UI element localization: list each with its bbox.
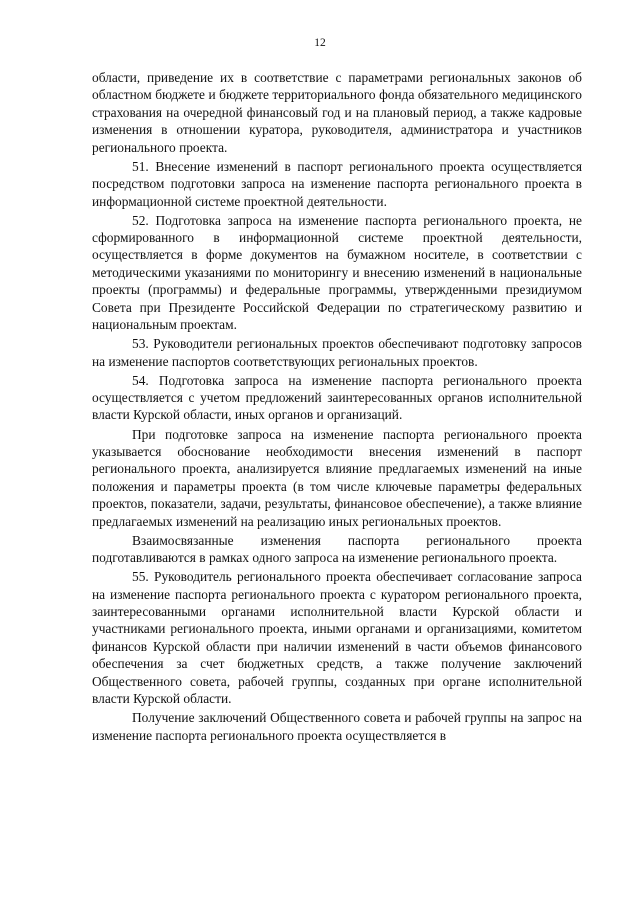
- paragraph-51: 51. Внесение изменений в паспорт регионального проекта осуществляется посредством подготовки запроса на изменение паспорта регионального проекта в информационной системе проектной деятельности.: [92, 158, 582, 209]
- page-number: 12: [314, 37, 326, 49]
- paragraph-54: 54. Подготовка запроса на изменение паспорта регионального проекта осуществляется с учетом предложений заинтересованных органов исполнительной власти Курской области, иных органов и организаций.: [92, 372, 582, 423]
- paragraph-54-related-changes: Взаимосвязанные изменения паспорта регионального проекта подготавливаются в рамках одного запроса на изменение регионального проекта.: [92, 532, 582, 566]
- paragraph-53: 53. Руководители региональных проектов обеспечивают подготовку запросов на изменение паспортов соответствующих региональных проектов.: [92, 336, 582, 369]
- paragraph-55: 55. Руководитель регионального проекта обеспечивает согласование запроса на изменение паспорта регионального проекта с куратором регионального проекта, заинтересованными органами исполнительной власти Курской области и участниками регионального проекта, иными органами и организациями, комитетом финансов Курской области при наличии изменений в части объемов финансового обеспечения за счет бюджетных средств, а также получение заключений Общественного совета, рабочей группы, созданных при органе исполнительной власти Курской области.: [92, 569, 582, 707]
- paragraph-55-conclusions: Получение заключений Общественного совета и рабочей группы на запрос на изменение паспорта регионального проекта осуществляется в: [92, 710, 582, 743]
- paragraph-continuation: области, приведение их в соответствие с параметрами региональных законов об областном бюджете и бюджете территориального фонда обязательного медицинского страхования на очередной финансовый год и на плановый период, а также кадровые изменения в отношении куратора, руководителя, администратора и участников регионального проекта.: [92, 70, 582, 155]
- paragraph-52: 52. Подготовка запроса на изменение паспорта регионального проекта, не сформированного в информационной системе проектной деятельности, осуществляется в форме документов на бумажном носителе, в соответствии с методическими указаниями по мониторингу и внесению изменений в национальные проекты (программы) и федеральные программы, утвержденными президиумом Совета при Президенте Российской Федерации по стратегическому развитию и национальным проектам.: [92, 212, 582, 333]
- paragraph-54-justification: При подготовке запроса на изменение паспорта регионального проекта указывается обоснование необходимости внесения изменений в паспорт регионального проекта, анализируется влияние предлагаемых изменений на иные положения и параметры проекта (в том числе ключевые параметры федеральных проектов, показатели, задачи, результаты, финансовое обеспечение), а также влияние предлагаемых изменений на реализацию иных региональных проектов.: [92, 426, 582, 529]
- document-body: [92, 69, 582, 744]
